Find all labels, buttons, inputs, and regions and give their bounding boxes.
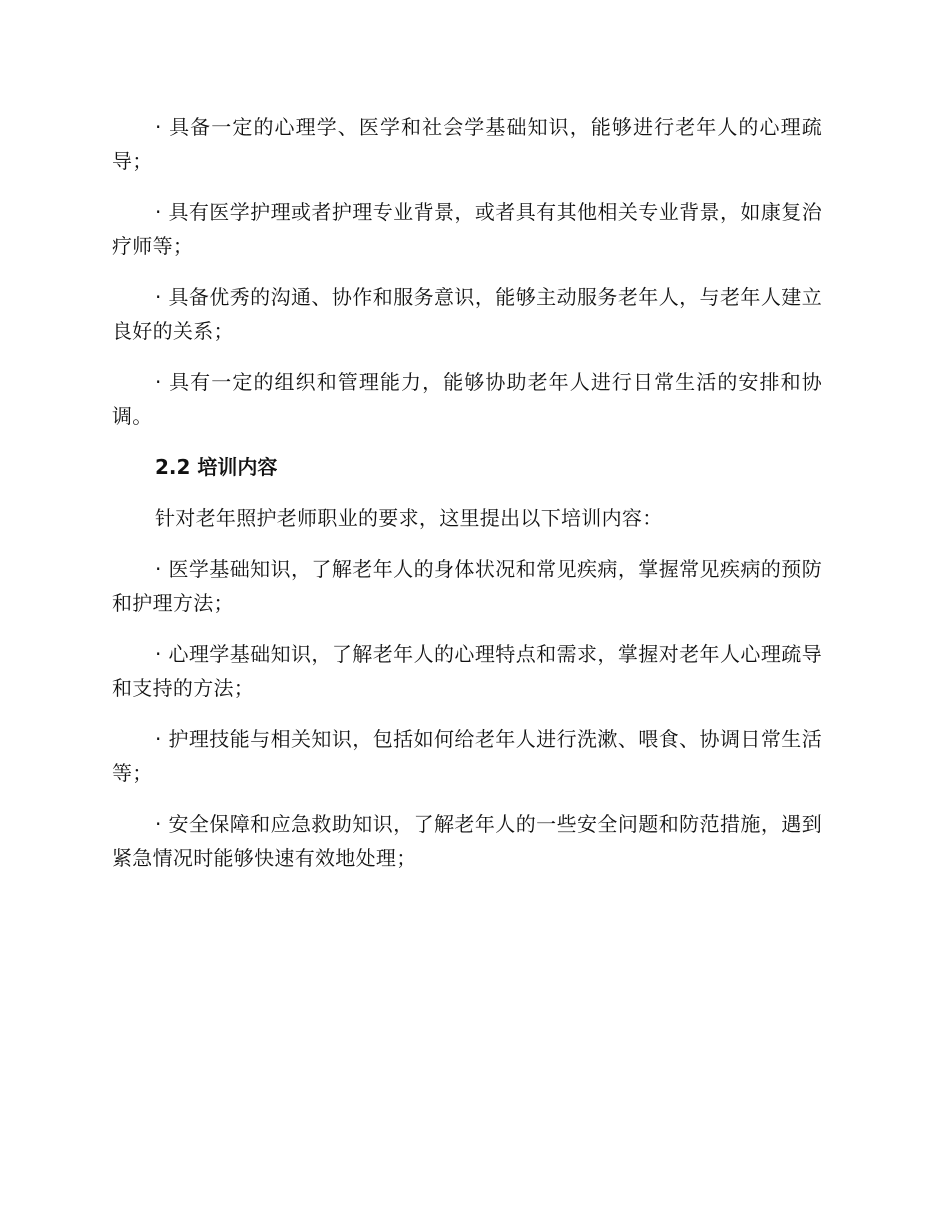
- document-page: [112, 110, 822, 892]
- intro-paragraph: 针对老年照护老师职业的要求，这里提出以下培训内容：: [155, 506, 663, 530]
- training-item: · 心理学基础知识，了解老年人的心理特点和需求，掌握对老年人心理疏导和支持的方法；: [112, 642, 822, 700]
- section-heading: 2.2 培训内容: [155, 455, 278, 479]
- requirement-item: · 具有医学护理或者护理专业背景，或者具有其他相关专业背景，如康复治疗师等；: [112, 200, 822, 258]
- training-item: · 医学基础知识，了解老年人的身体状况和常见疾病，掌握常见疾病的预防和护理方法；: [112, 557, 822, 615]
- requirement-item: · 具有一定的组织和管理能力，能够协助老年人进行日常生活的安排和协调。: [112, 370, 822, 428]
- training-item: · 护理技能与相关知识，包括如何给老年人进行洗漱、喂食、协调日常生活等；: [112, 727, 822, 785]
- requirement-item: · 具备优秀的沟通、协作和服务意识，能够主动服务老年人，与老年人建立良好的关系；: [112, 285, 822, 343]
- training-item: · 安全保障和应急救助知识，了解老年人的一些安全问题和防范措施，遇到紧急情况时能够快速有效地处理；: [112, 812, 822, 870]
- requirement-item: · 具备一定的心理学、医学和社会学基础知识，能够进行老年人的心理疏导；: [112, 115, 822, 173]
